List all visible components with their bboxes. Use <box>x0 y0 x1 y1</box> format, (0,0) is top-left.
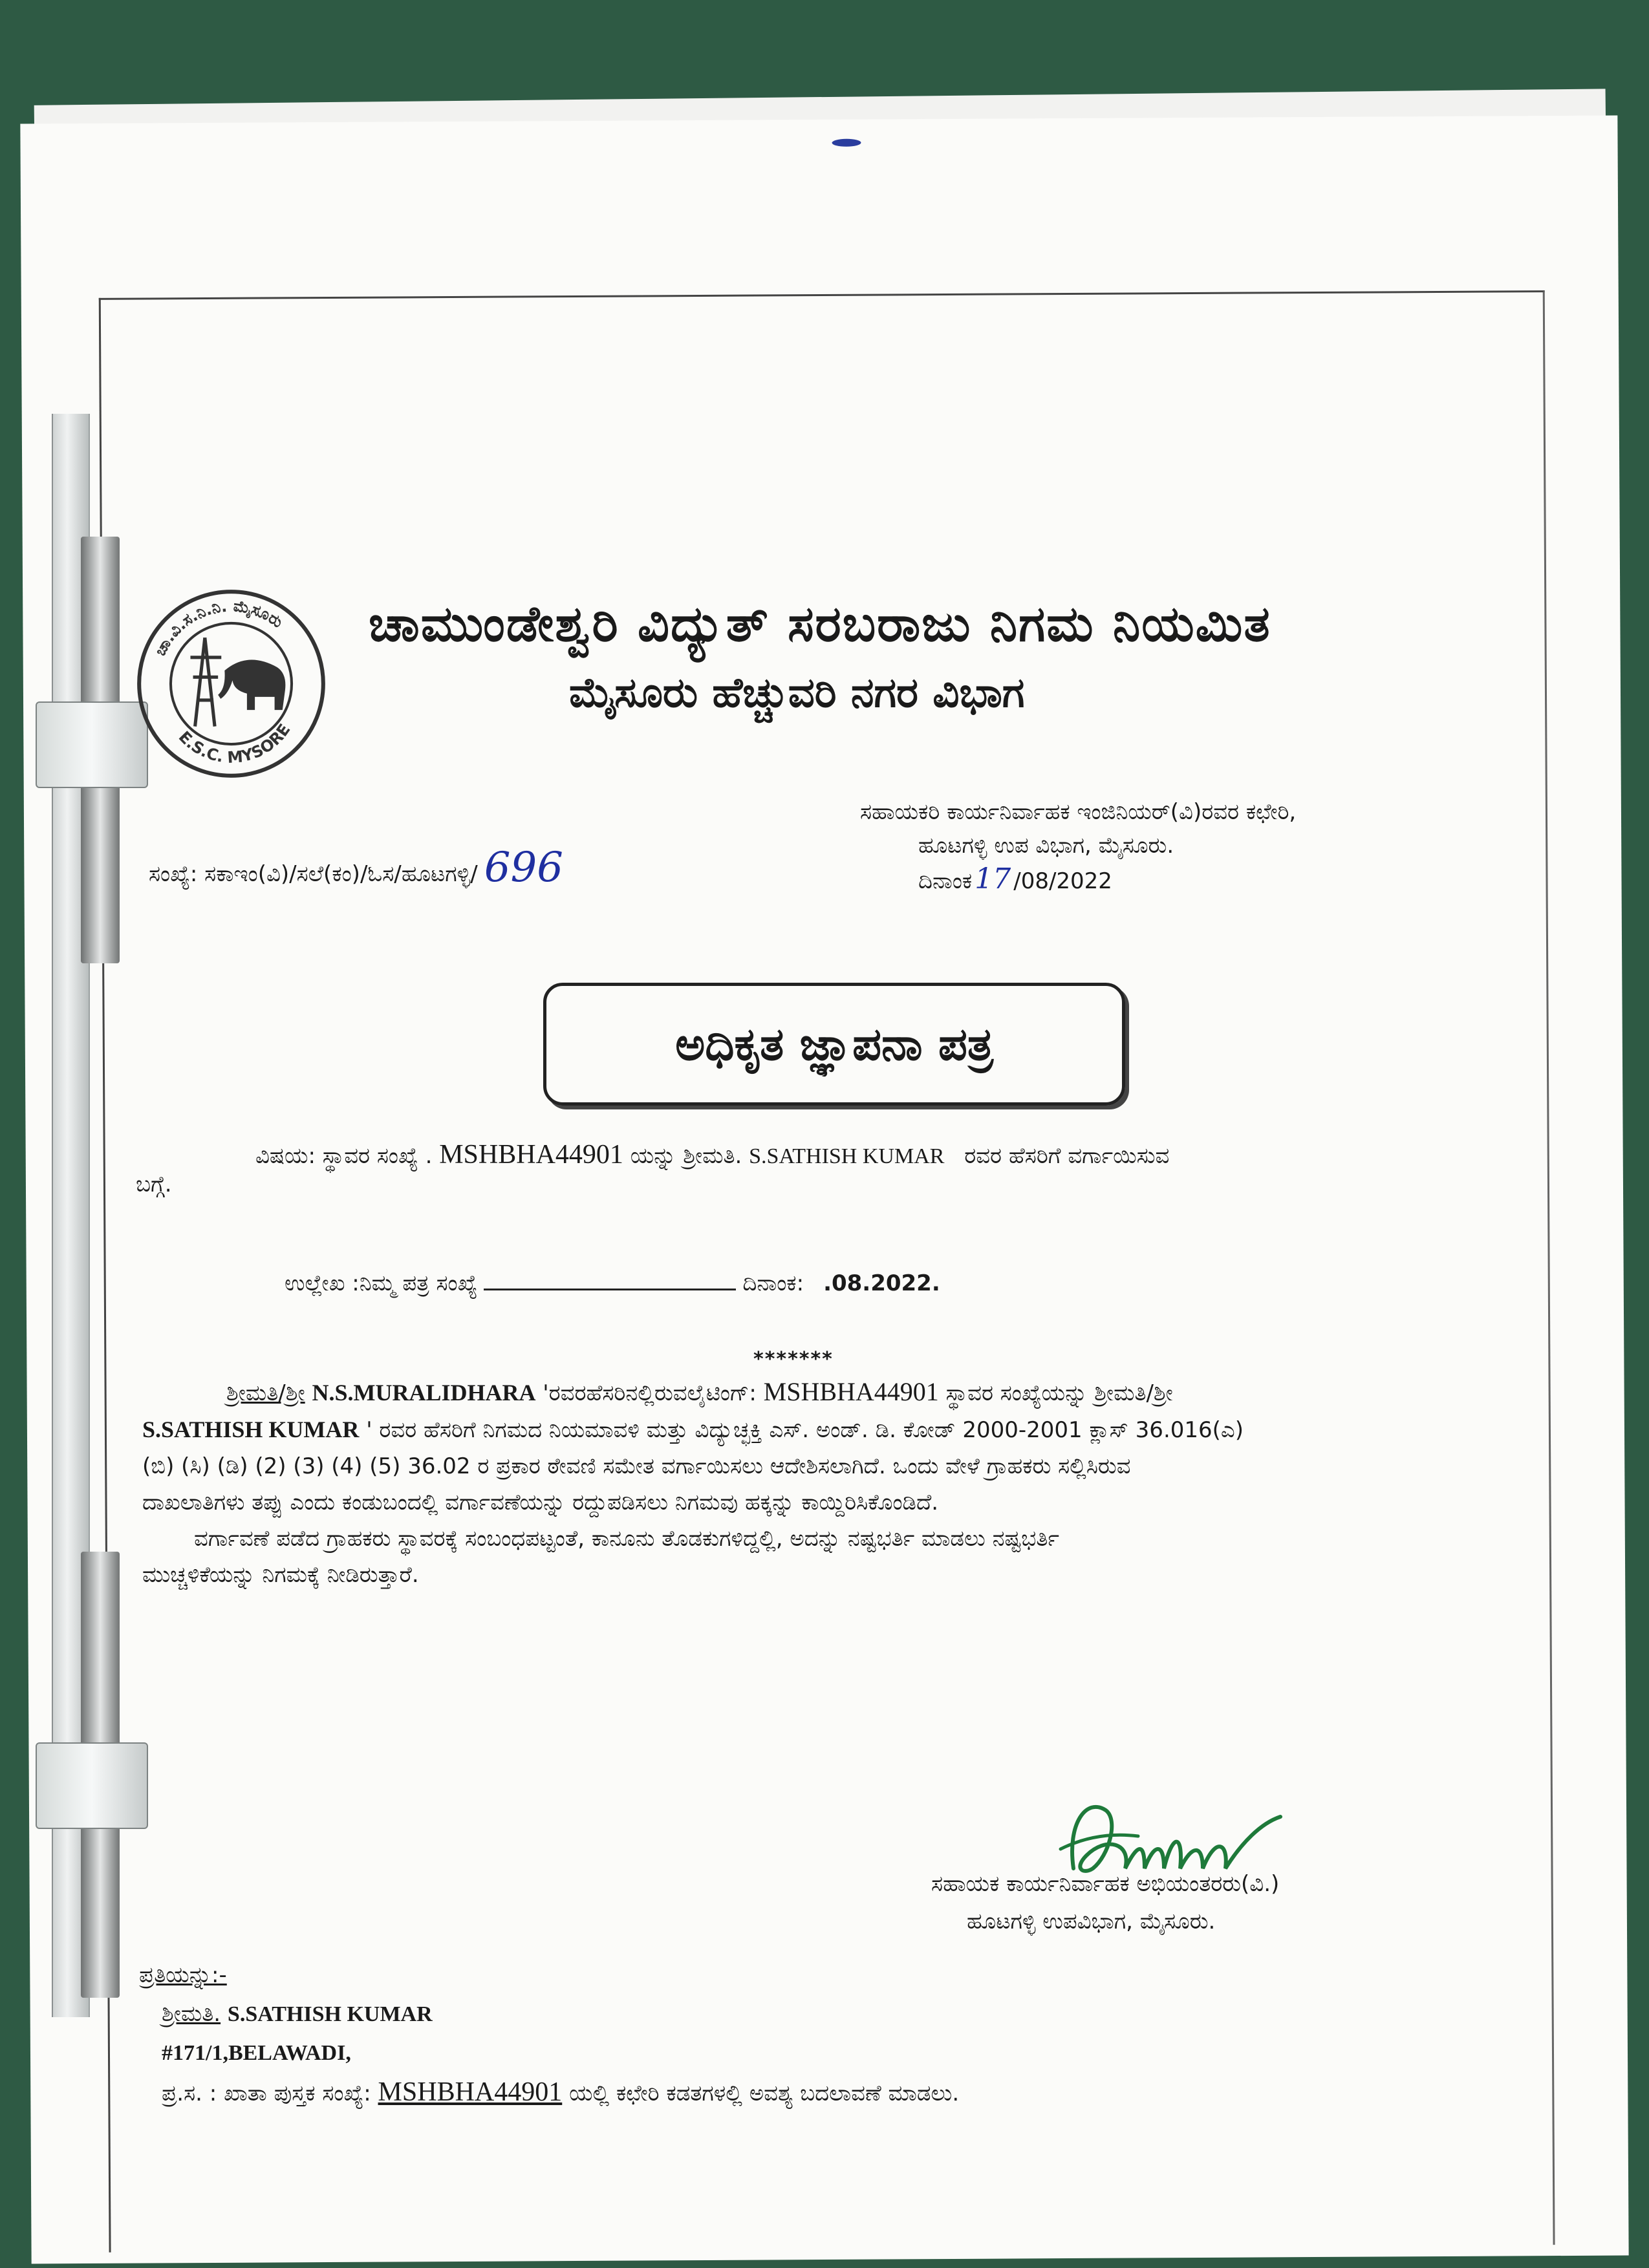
document-page <box>20 116 1628 2264</box>
body-paragraph-1 <box>142 1374 1533 1521</box>
office-address <box>860 795 1296 898</box>
copy-cc-line <box>139 2073 959 2113</box>
separator-stars: ******* <box>753 1348 834 1371</box>
memo-heading <box>543 983 1125 1106</box>
body-paragraph-2 <box>142 1521 1533 1593</box>
subject-label: ವಿಷಯ: ಸ್ಥಾವರ ಸಂಖ್ಯೆ . <box>255 1143 433 1169</box>
body-old-name: N.S.MURALIDHARA <box>312 1380 536 1406</box>
cc-text-b: ಯಲ್ಲಿ ಕಛೇರಿ ಕಡತಗಳಲ್ಲಿ ಅವಶ್ಯ ಬದಲಾವಣೆ ಮಾಡಲು. <box>569 2081 960 2106</box>
addressee-prefix: ಶ್ರೀಮತಿ. <box>162 2001 221 2027</box>
reference-date-label: ದಿನಾಂಕ: <box>742 1270 804 1296</box>
subject-tail: ಬಗ್ಗೆ. <box>136 1171 172 1197</box>
addressee-address: #171/1,BELAWADI, <box>162 2041 351 2065</box>
signatory-block <box>931 1865 1279 1940</box>
svg-text:E.S.C. MYSORE: E.S.C. MYSORE <box>175 720 294 767</box>
body-text-g: ಮುಚ್ಚಳಿಕೆಯನ್ನು ನಿಗಮಕ್ಕೆ ನೀಡಿರುತ್ತಾರೆ. <box>142 1562 419 1588</box>
body-text-c: ' ರವರ ಹೆಸರಿಗೆ ನಿಗಮದ ನಿಯಮಾವಳಿ ಮತ್ತು ವಿದ್ಯುಚ್ಛಕ್ತಿ ಎಸ್. ಅಂಡ್. ಡಿ. ಕೋಡ್ 2000-2001 ಕ್ಲಾಸ್ 36.016(ಎ) <box>366 1417 1244 1443</box>
signatory-office: ಹೂಟಗಳ್ಳಿ ಉಪವಿಭಾಗ, ಮೈಸೂರು. <box>967 1909 1216 1934</box>
cc-text-a: ಪ್ರ.ಸ. : ಖಾತಾ ಪುಸ್ತಕ ಸಂಖ್ಯೆ: <box>162 2081 371 2106</box>
binder-tab-top <box>36 701 148 788</box>
office-line-1: ಸಹಾಯಕರಿ ಕಾರ್ಯನಿರ್ವಾಹಕ ಇಂಜಿನಿಯರ್(ವಿ)ರವರ ಕಛೇರಿ, <box>860 799 1297 825</box>
letter-number <box>149 844 563 892</box>
office-line-2: ಹೂಟಗಳ್ಳಿ ಉಪ ವಿಭಾಗ, ಮೈಸೂರು. <box>918 833 1174 859</box>
copy-to-label: ಪ್ರತಿಯನ್ನು:- <box>139 1962 227 1988</box>
letter-number-label: ಸಂಖ್ಯೆ: ಸಕಾಇಂ(ವಿ)/ಸಲೆ(ಕಂ)/ಓಸ/ಹೂಟಗಳ್ಳಿ/ <box>149 861 478 887</box>
cc-installation-no: MSHBHA44901 <box>378 2077 563 2107</box>
copy-addressee <box>139 1995 959 2034</box>
copy-to-block <box>139 1956 959 2113</box>
reference-label: ಉಲ್ಲೇಖ :ನಿಮ್ಮ ಪತ್ರ ಸಂಖ್ಯೆ <box>285 1270 478 1296</box>
body-text-b: ಸ್ಥಾವರ ಸಂಖ್ಯೆಯನ್ನು ಶ್ರೀಮತಿ/ಶ್ರೀ <box>945 1380 1173 1406</box>
reference-line <box>285 1270 940 1296</box>
subject-name: S.SATHISH KUMAR <box>749 1144 945 1168</box>
signatory-title: ಸಹಾಯಕ ಕಾರ್ಯನಿರ್ವಾಹಕ ಅಭಿಯಂತರರು(ವಿ.) <box>931 1871 1280 1897</box>
body-title-prefix: ಶ್ರೀಮತಿ/ಶ್ರೀ <box>226 1380 305 1406</box>
handwritten-number: 696 <box>484 844 563 892</box>
subject-installation-no: MSHBHA44901 <box>439 1140 623 1170</box>
memo-heading-text: ಅಧಿಕೃತ ಜ್ಞಾಪನಾ ಪತ್ರ <box>675 1017 993 1071</box>
date-label: ದಿನಾಂಕ <box>918 868 973 894</box>
office-date <box>860 862 1296 898</box>
handwritten-day: 17 <box>975 862 1011 895</box>
memo-body <box>142 1374 1533 1593</box>
reference-date: .08.2022. <box>823 1270 940 1296</box>
subject-mid: ಯನ್ನು ಶ್ರೀಮತಿ. <box>630 1143 742 1169</box>
body-text-a: 'ರವರಹೆಸರಿನಲ್ಲಿರುವಲೈಟಿಂಗ್: <box>543 1380 757 1406</box>
subject-end: ರವರ ಹೆಸರಿಗೆ ವರ್ಗಾಯಿಸುವ <box>964 1143 1170 1169</box>
company-logo <box>133 585 330 782</box>
reference-blank <box>484 1289 736 1290</box>
division-subtitle: ಮೈಸೂರು ಹೆಚ್ಚುವರಿ ನಗರ ವಿಭಾಗ <box>569 669 1025 717</box>
body-text-f: ವರ್ಗಾವಣೆ ಪಡೆದ ಗ್ರಾಹಕರು ಸ್ಥಾವರಕ್ಕೆ ಸಂಬಂಧಪಟ್ಟಂತೆ, ಕಾನೂನು ತೊಡಕುಗಳಿದ್ದಲ್ಲಿ, ಅದನ್ನು ನಷ್ಟಭರ್ತಿ ಮಾಡಲು ನಷ್ಟಭರ್ತಿ <box>194 1526 1059 1552</box>
date-rest: /08/2022 <box>1013 868 1112 894</box>
binder-tab-bottom <box>36 1742 148 1829</box>
body-text-d: (ಬಿ) (ಸಿ) (ಡಿ) (2) (3) (4) (5) 36.02 ರ ಪ್ರಕಾರ ಠೇವಣಿ ಸಮೇತ ವರ್ಗಾಯಿಸಲು ಆದೇಶಿಸಲಾಗಿದೆ. ಒಂದು ವೇಳೆ ಗ್ರಾಹಕರು ಸಲ್ಲಿಸಿರುವ <box>142 1453 1131 1479</box>
svg-text:ಚಾ.ವಿ.ಸ.ನಿ.ನಿ. ಮೈಸೂರು: ಚಾ.ವಿ.ಸ.ನಿ.ನಿ. ಮೈಸೂರು <box>150 596 287 659</box>
subject-line <box>255 1139 1536 1170</box>
addressee-name: S.SATHISH KUMAR <box>227 2002 433 2026</box>
body-text-e: ದಾಖಲಾತಿಗಳು ತಪ್ಪು ಎಂದು ಕಂಡುಬಂದಲ್ಲಿ ವರ್ಗಾವಣೆಯನ್ನು ರದ್ದುಪಡಿಸಲು ನಿಗಮವು ಹಕ್ಕನ್ನು ಕಾಯ್ದಿರಿಸಿಕೊಂಡಿದೆ. <box>142 1490 939 1515</box>
ink-mark <box>832 139 861 147</box>
body-new-name: S.SATHISH KUMAR <box>142 1417 360 1442</box>
body-installation-no: MSHBHA44901 <box>763 1377 939 1406</box>
company-title: ಚಾಮುಂಡೇಶ್ವರಿ ವಿದ್ಯುತ್ ಸರಬರಾಜು ನಿಗಮ ನಿಯಮಿತ <box>369 595 1271 652</box>
